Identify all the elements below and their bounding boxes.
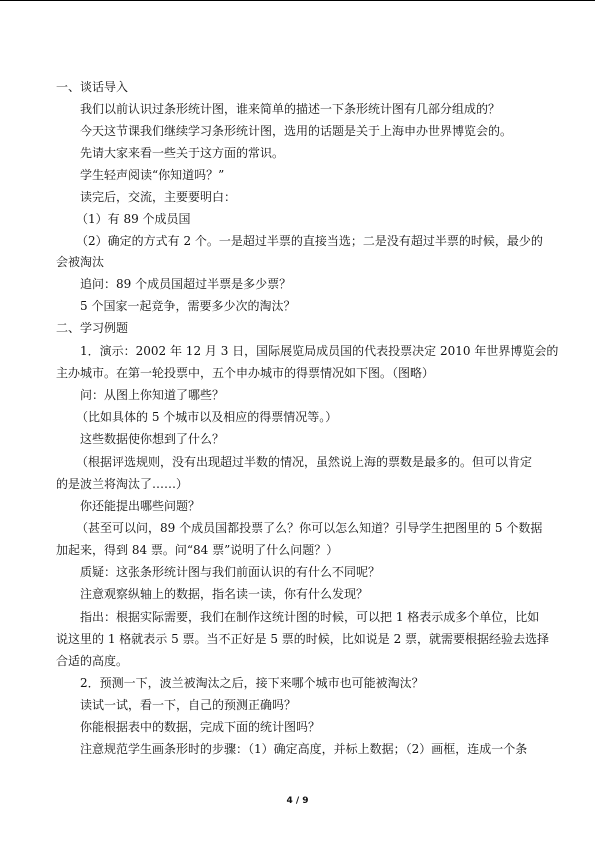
paragraph-line: 主办城市。在第一轮投票中，五个申办城市的得票情况如下图。（图略） bbox=[56, 366, 435, 380]
paragraph-line: 这些数据使你想到了什么？ bbox=[80, 432, 225, 446]
paragraph-line: （甚至可以问，89 个成员国都投票了么？你可以怎么知道？引导学生把图里的 5 个数据 bbox=[76, 521, 543, 535]
paragraph-line: 的是波兰将淘汰了……） bbox=[56, 477, 189, 491]
paragraph-line: 指出：根据实际需要，我们在制作这统计图的时候，可以把 1 格表示成多个单位，比如 bbox=[80, 610, 540, 624]
paragraph-line: 学生轻声阅读“你知道吗？” bbox=[80, 168, 225, 182]
paragraph-line: 5 个国家一起竞争，需要多少次的淘汰？ bbox=[80, 299, 296, 313]
paragraph-line: 合适的高度。 bbox=[56, 654, 129, 668]
list-item: （2）确定的方式有 2 个。一是超过半票的直接当选；二是没有超过半票的时候，最少的 bbox=[76, 234, 543, 248]
paragraph-line: 1．演示：2002 年 12 月 3 日，国际展览局成员国的代表投票决定 2010 年世界博览会的 bbox=[80, 344, 559, 358]
paragraph-line: 问：从图上你知道了哪些？ bbox=[80, 388, 225, 402]
section-heading-2: 二、学习例题 bbox=[56, 321, 129, 335]
paragraph-line: 今天这节课我们继续学习条形统计图，选用的话题是关于上海申办世界博览会的。 bbox=[80, 124, 513, 138]
paragraph-line: （比如具体的 5 个城市以及相应的得票情况等。） bbox=[76, 410, 338, 424]
paragraph-line: 会被淘汰 bbox=[56, 255, 105, 269]
paragraph-line: 读试一试，看一下，自己的预测正确吗？ bbox=[80, 698, 297, 712]
paragraph-line: 追问：89 个成员国超过半票是多少票？ bbox=[80, 277, 292, 291]
paragraph-line: 你能根据表中的数据，完成下面的统计图吗？ bbox=[80, 720, 321, 734]
paragraph-line: 先请大家来看一些关于这方面的常识。 bbox=[80, 146, 285, 160]
paragraph-line: 说这里的 1 格就表示 5 票。当不正好是 5 票的时候，比如说是 2 票，就需要根据经验去选择 bbox=[56, 632, 550, 646]
paragraph-line: 读完后，交流，主要要明白： bbox=[80, 190, 237, 204]
paragraph-line: 注意规范学生画条形时的步骤：（1）确定高度，并标上数据；（2）画框，连成一个条 bbox=[80, 742, 528, 756]
paragraph-line: 质疑：这张条形统计图与我们前面认识的有什么不同呢？ bbox=[80, 565, 381, 579]
paragraph-line: 2．预测一下，波兰被淘汰之后，接下来哪个城市也可能被淘汰？ bbox=[80, 676, 424, 690]
section-heading-1: 一、谈话导入 bbox=[56, 80, 129, 94]
top-rule bbox=[0, 0, 595, 1]
paragraph-line: 我们以前认识过条形统计图，谁来简单的描述一下条形统计图有几部分组成的？ bbox=[80, 102, 501, 116]
paragraph-line: 加起来，得到 84 票。问“84 票”说明了什么问题？） bbox=[56, 543, 339, 557]
page-number: 4 / 9 bbox=[286, 796, 309, 806]
paragraph-line: 你还能提出哪些问题？ bbox=[80, 499, 201, 513]
list-item: （1）有 89 个成员国 bbox=[76, 212, 191, 226]
paragraph-line: （根据评选规则，没有出现超过半数的情况，虽然说上海的票数是最多的。但可以肯定 bbox=[76, 455, 533, 469]
paragraph-line: 注意观察纵轴上的数据，指名读一读，你有什么发现？ bbox=[80, 587, 369, 601]
